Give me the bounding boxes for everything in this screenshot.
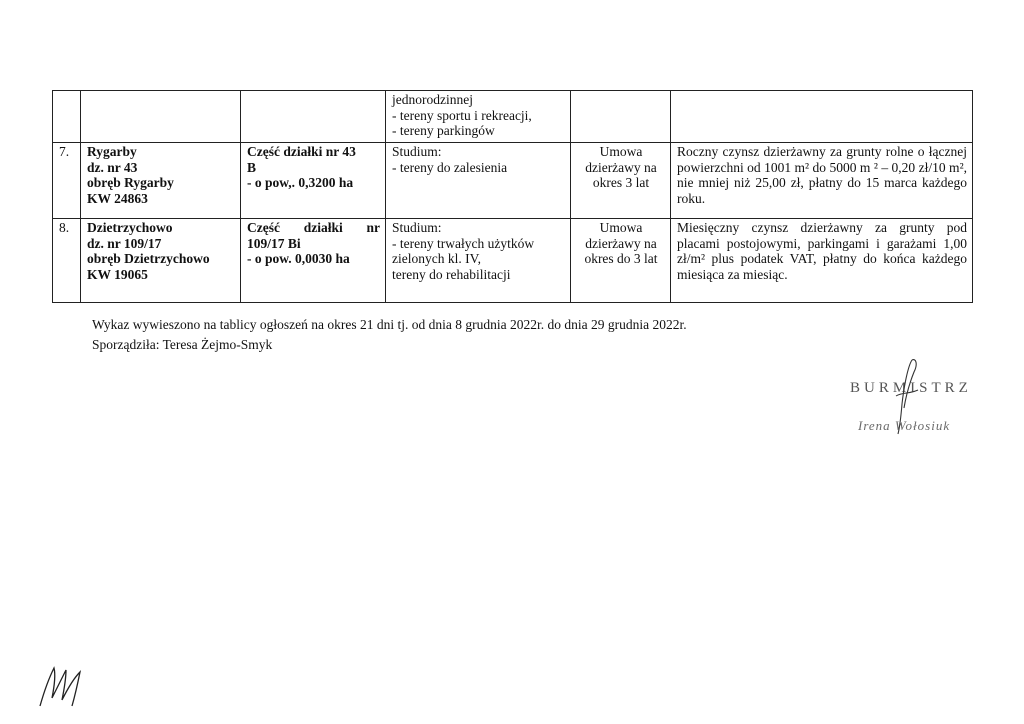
table-row-7: [53, 143, 973, 219]
study-line: - tereny parkingów: [392, 123, 495, 138]
parcel-line: Część działki nr 43: [247, 144, 356, 159]
rent-cell: Roczny czynsz dzierżawny za grunty rolne o łącznej powierzchni od 1001 m² do 5000 m ² – 0,20 zł/10 m², nie mniej niż 25,00 zł, płatny do 15 marca każdego roku.: [671, 143, 973, 219]
row-number: 8.: [53, 219, 81, 303]
study-cell: [386, 219, 571, 303]
precinct: obręb Dzietrzychowo: [87, 251, 210, 266]
cell-parcel: [241, 91, 386, 143]
study-line: tereny do rehabilitacji: [392, 266, 511, 282]
cell-contract: [571, 91, 671, 143]
property-list-table: [52, 90, 973, 303]
study-line: Studium:: [392, 144, 442, 159]
cell-no: [53, 91, 81, 143]
cell-study: [386, 91, 571, 143]
parcel-line: Część działki nr: [247, 220, 380, 235]
study-line: Studium:: [392, 220, 442, 235]
table-row-8: [53, 219, 973, 303]
posting-note: Wykaz wywieszono na tablicy ogłoszeń na okres 21 dni tj. od dnia 8 grudnia 2022r. do dnia 29 grudnia 2022r.: [92, 317, 687, 332]
contract-line: dzierżawy na: [585, 159, 657, 175]
contract-line: Umowa: [599, 220, 643, 235]
prepared-by: Sporządziła: Teresa Żejmo-Smyk: [92, 337, 273, 352]
location-cell: [81, 143, 241, 219]
parcel-line: 109/17 Bi: [247, 235, 301, 251]
initials-signature: [36, 662, 92, 710]
parcel-area: - o pow. 0,0030 ha: [247, 251, 350, 266]
mayor-stamp-title: BURMISTRZ: [850, 380, 972, 396]
mayor-stamp-name: Irena Wołosiuk: [858, 418, 951, 433]
study-line: zielonych kl. IV,: [392, 251, 481, 266]
table-row-continuation: [53, 91, 973, 143]
contract-line: okres 3 lat: [592, 175, 650, 190]
parcel-area: - o pow,. 0,3200 ha: [247, 175, 354, 190]
study-line: - tereny sportu i rekreacji,: [392, 107, 532, 123]
parcel-line: B: [247, 159, 257, 175]
precinct: obręb Rygarby: [87, 175, 174, 190]
contract-cell: [571, 143, 671, 219]
location-name: Dzietrzychowo: [87, 220, 173, 235]
contract-line: Umowa: [599, 144, 643, 159]
parcel-cell: [241, 143, 386, 219]
study-line: - tereny trwałych użytków: [392, 235, 535, 251]
location-name: Rygarby: [87, 144, 137, 159]
rent-cell: Miesięczny czynsz dzierżawny za grunty pod placami postojowymi, parkingami i garażami 1,00 zł/m² plus podatek VAT, płatny do końca każdego miesiąca za miesiąc.: [671, 219, 973, 303]
row-number: 7.: [53, 143, 81, 219]
study-line: - tereny do zalesienia: [392, 159, 508, 175]
cell-location: [81, 91, 241, 143]
mayor-signature: [888, 356, 928, 436]
parcel-cell: [241, 219, 386, 303]
land-register: KW 24863: [87, 190, 148, 206]
contract-line: dzierżawy na: [585, 235, 657, 251]
location-cell: [81, 219, 241, 303]
land-register: KW 19065: [87, 266, 148, 282]
cell-rent: [671, 91, 973, 143]
contract-line: okres do 3 lat: [584, 251, 658, 266]
contract-cell: [571, 219, 671, 303]
study-cell: [386, 143, 571, 219]
parcel-number: dz. nr 43: [87, 159, 138, 175]
parcel-number: dz. nr 109/17: [87, 235, 162, 251]
study-line: jednorodzinnej: [392, 92, 473, 107]
